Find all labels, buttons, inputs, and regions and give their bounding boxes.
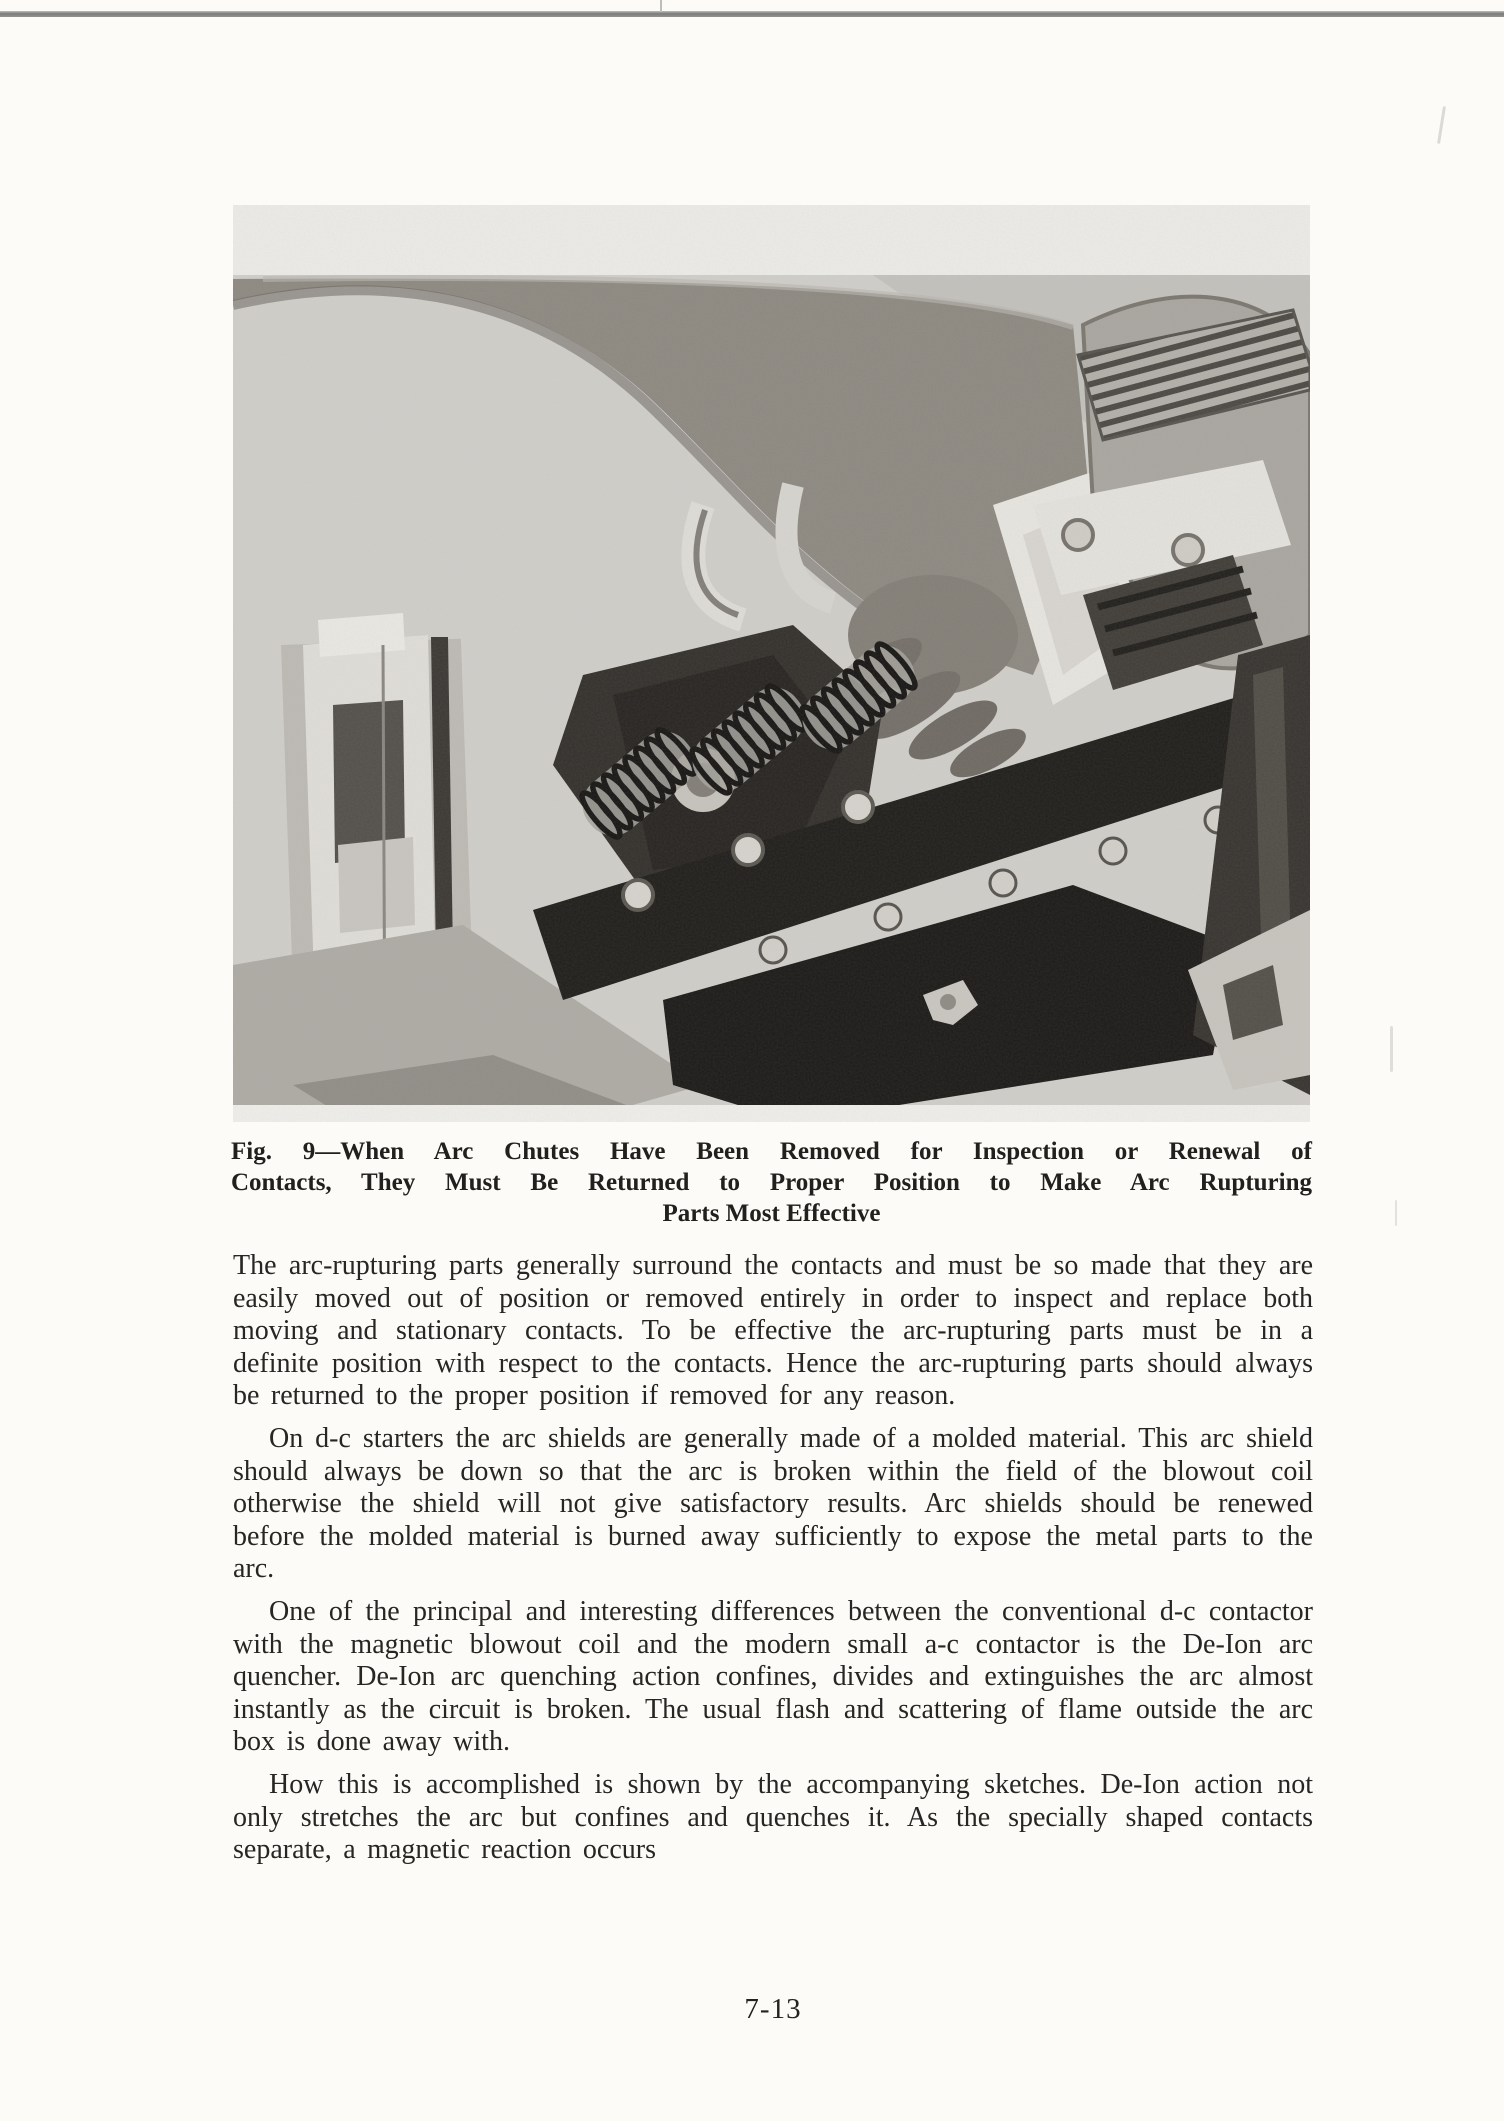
paragraph-deion-action: How this is accomplished is shown by the accompanying sketches. De-Ion action not only stretches the arc but confines and quenches it. As the specially shaped contacts separate, a magnetic reaction occurs xyxy=(233,1768,1313,1866)
scan-artifact xyxy=(1390,1026,1393,1072)
photo-illustration xyxy=(233,205,1310,1122)
scan-artifact xyxy=(1437,106,1446,144)
paragraph-arc-rupturing-parts: The arc-rupturing parts generally surround the contacts and must be so made that they are easily moved out of position or removed entirely in order to inspect and replace both moving and stationary contacts. To be effective the arc-rupturing parts must be in a definite position with respect to the contacts. Hence the arc-rupturing parts should always be returned to the proper position if removed for any reason. xyxy=(233,1250,1313,1412)
scan-artifact xyxy=(1395,1200,1397,1226)
paragraph-dc-starters: On d-c starters the arc shields are generally made of a molded material. This arc shield should always be down so that the arc is broken within the field of the blowout coil otherwise the shield will not give satisfactory results. Arc shields should be renewed before the molded material is burned away sufficiently to expose the metal parts to the arc. xyxy=(233,1422,1313,1585)
figure-caption xyxy=(231,1136,1312,1229)
caption-line-3: Parts Most Effective xyxy=(662,1200,881,1227)
scan-edge-tick xyxy=(660,0,662,12)
page-top-rule xyxy=(0,11,1504,17)
body-text xyxy=(233,1250,1313,1877)
caption-line-2: Contacts, They Must Be Returned to Proper Position to Make Arc Rupturing xyxy=(231,1169,1312,1196)
caption-line-1: Fig. 9—When Arc Chutes Have Been Removed for Inspection or Renewal of xyxy=(231,1138,1312,1165)
page-number: 7-13 xyxy=(744,1993,802,2025)
paragraph-deion-quencher: One of the principal and interesting differences between the conventional d-c contactor with the magnetic blowout coil and the modern small a-c contactor is the De-Ion arc quencher. De-Ion arc quenching action confines, divides and extinguishes the arc almost instantly as the circuit is broken. The usual flash and scattering of flame outside the arc box is done away with. xyxy=(233,1595,1313,1758)
figure-photo-arc-chutes xyxy=(233,205,1310,1122)
photo-grain xyxy=(233,205,1310,1122)
